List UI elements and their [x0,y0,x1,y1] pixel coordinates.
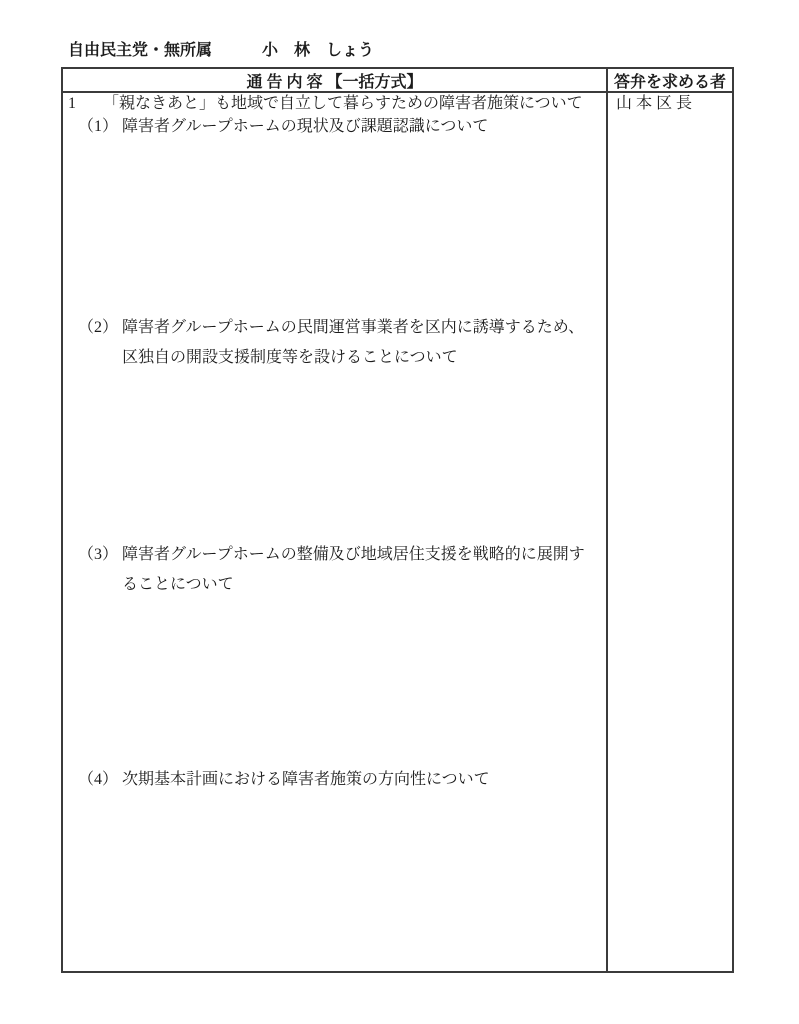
content-cell [63,93,606,971]
answerer-cell [606,93,732,971]
sub-item-1-text: 障害者グループホームの現状及び課題認識について [122,118,489,135]
sub-item-3-text: 障害者グループホームの整備及び地域居住支援を戦略的に展開することについて [122,546,585,593]
answerer-column-header: 答弁を求める者 [606,69,732,91]
sub-item-2-text: 障害者グループホームの民間運営事業者を区内に誘導するため、区独自の開設支援制度等を設けることについて [122,319,585,366]
sub-item-4 [78,765,592,795]
sub-item-3-marker: （3） [78,546,119,563]
sub-item-2-marker: （2） [78,319,119,336]
item-number: 1 [68,95,76,112]
table-header-row [63,69,732,93]
member-name: 小 林 しょう [262,42,375,59]
content-column-header: 通 告 内 容 【一括方式】 [246,73,423,91]
notice-table [61,67,734,973]
sub-item-1-marker: （1） [78,118,119,135]
sub-item-3 [78,540,592,600]
byline [0,36,799,66]
sub-item-4-marker: （4） [78,771,119,788]
party-label: 自由民主党・無所属 [68,42,213,59]
answerer-name: 山 本 区 長 [616,95,693,112]
sub-item-2 [78,313,592,373]
sub-item-1 [78,112,592,142]
item-title: 「親なきあと」も地域で自立して暮らすための障害者施策について [103,95,583,112]
table-body-row [63,93,732,971]
sub-item-4-text: 次期基本計画における障害者施策の方向性について [122,771,490,788]
